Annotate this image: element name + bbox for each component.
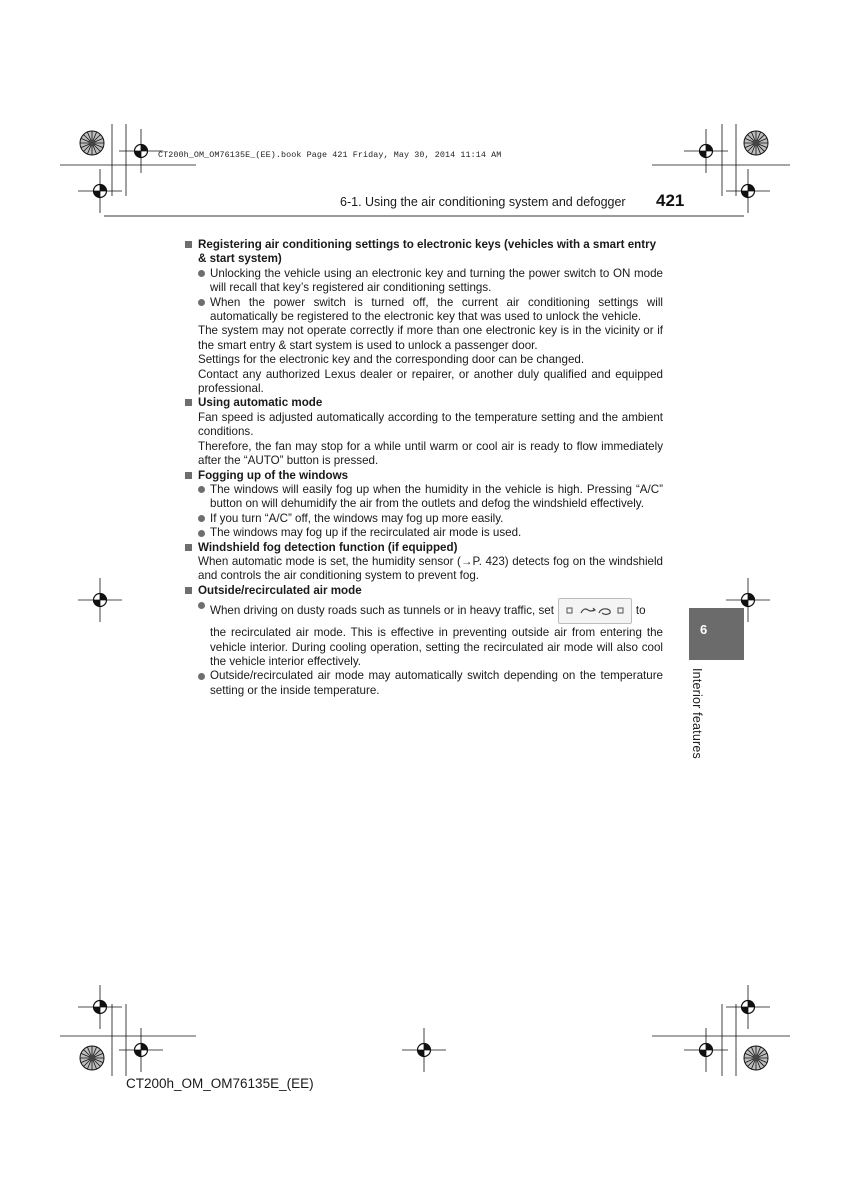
bullet-text-before: When driving on dusty roads such as tunnels or in heavy traffic, set	[210, 604, 554, 618]
body-paragraph: Settings for the electronic key and the corresponding door can be changed.	[198, 353, 585, 367]
page-number: 421	[656, 191, 685, 210]
body-paragraph: Therefore, the fan may stop for a while until warm or cool air is ready to flow immediately after the “AUTO” button is pressed.	[198, 439, 663, 468]
chapter-tab	[689, 608, 744, 660]
heading-outside-recirculated: Outside/recirculated air mode	[183, 584, 663, 598]
bullet-item: Unlocking the vehicle using an electronic key and turning the power switch to ON mode will recall that key’s registered air conditioning settings.	[183, 267, 663, 296]
bullet-continuation	[183, 624, 663, 669]
footer-document-code: CT200h_OM_OM76135E_(EE)	[126, 1076, 314, 1091]
heading-fog-detection: Windshield fog detection function (if equipped)	[183, 541, 663, 555]
bullet-text-to: to	[635, 604, 646, 618]
bullet-item: If you turn “A/C” off, the windows may fog up more easily.	[183, 512, 663, 526]
print-info-line: CT200h_OM_OM76135E_(EE).book Page 421 Friday, May 30, 2014 11:14 AM	[158, 150, 502, 160]
bullet-item-with-button	[183, 598, 663, 624]
bullet-text-rest: the recirculated air mode. This is effective in preventing outside air from entering the vehicle interior. During cooling operation, setting the recirculated air mode will also cool the vehicle interior effectively.	[210, 626, 663, 669]
heading-automatic-mode: Using automatic mode	[183, 396, 663, 410]
body-paragraph: Fan speed is adjusted automatically according to the temperature setting and the ambient conditions.	[198, 410, 663, 439]
body-paragraph: When automatic mode is set, the humidity sensor (→P. 423) detects fog on the windshield and controls the air conditioning system to prevent fog.	[198, 554, 663, 583]
bullet-item: When the power switch is turned off, the current air conditioning settings will automatically be registered to the electronic key that was used to unlock the vehicle.	[183, 296, 663, 325]
body-paragraph: The system may not operate correctly if more than one electronic key is in the vicinity or if the smart entry & start system is used to unlock a passenger door.	[198, 324, 663, 352]
chapter-number: 6	[700, 622, 708, 637]
header-rule	[104, 215, 744, 217]
page-content	[183, 238, 663, 698]
heading-register-keys: Registering air conditioning settings to electronic keys (vehicles with a smart entry & start system)	[183, 238, 663, 267]
chapter-label: Interior features	[690, 668, 704, 759]
section-header-title: 6-1. Using the air conditioning system and defogger	[340, 195, 626, 209]
recirculation-button-icon	[558, 598, 632, 624]
heading-fogging: Fogging up of the windows	[183, 469, 663, 483]
bullet-item: Outside/recirculated air mode may automatically switch depending on the temperature setting or the inside temperature.	[183, 669, 663, 698]
bullet-item: The windows may fog up if the recirculated air mode is used.	[183, 526, 663, 540]
body-paragraph: Contact any authorized Lexus dealer or repairer, or another duly qualified and equipped professional.	[198, 367, 663, 396]
bullet-item: The windows will easily fog up when the humidity in the vehicle is high. Pressing “A/C” button on will dehumidify the air from the outlets and defog the windshield effectively.	[183, 483, 663, 512]
